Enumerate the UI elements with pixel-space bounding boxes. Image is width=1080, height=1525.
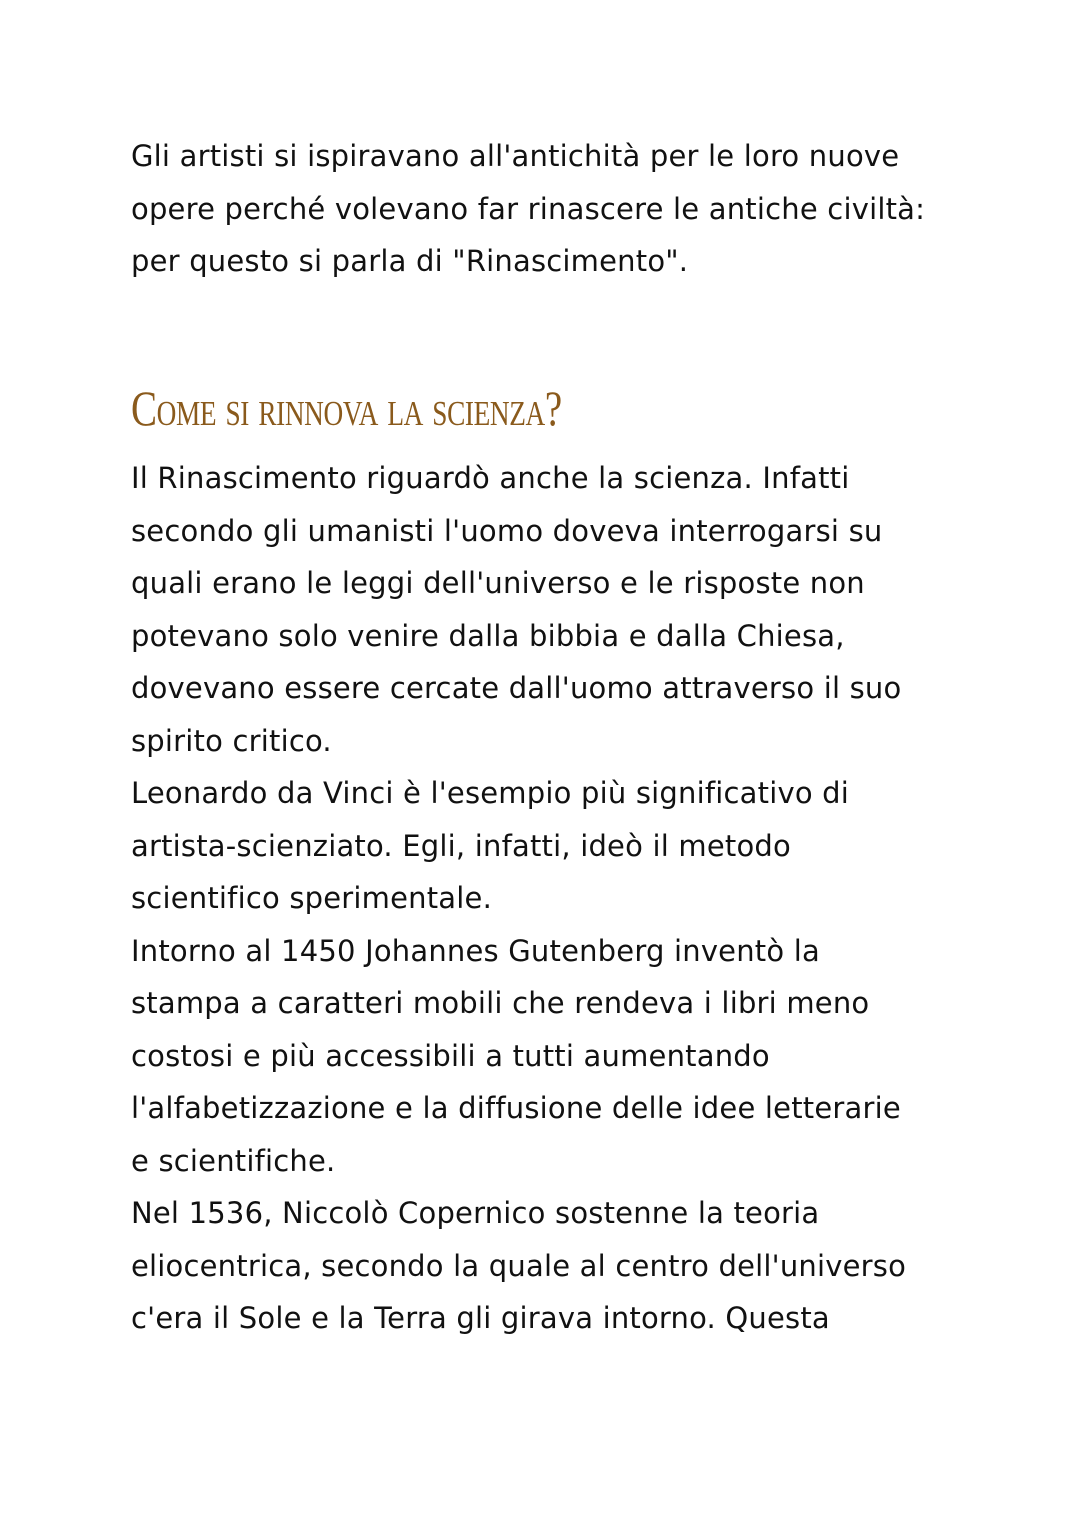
text-line: dovevano essere cercate dall'uomo attraverso il suo [131, 671, 902, 705]
text-line: secondo gli umanisti l'uomo doveva interrogarsi su [131, 513, 883, 548]
text-line: c'era il Sole e la Terra gli girava intorno. Questa [131, 1301, 830, 1335]
science-paragraph [131, 452, 971, 1345]
text-line: Intorno al 1450 Johannes Gutenberg inventò la [131, 933, 820, 968]
text-line: Leonardo da Vinci è l'esempio più significativo di [131, 776, 850, 810]
text-line: spirito critico. [131, 723, 332, 758]
text-line: opere perché volevano far rinascere le antiche civiltà: [131, 191, 926, 226]
text-line: quali erano le leggi dell'universo e le risposte non [131, 566, 865, 600]
text-line: scientifico sperimentale. [131, 881, 493, 915]
text-line: costosi e più accessibili a tutti aumentando [131, 1038, 770, 1073]
text-line: potevano solo venire dalla bibbia e dalla Chiesa, [131, 618, 845, 653]
text-line: eliocentrica, secondo la quale al centro dell'universo [131, 1248, 907, 1283]
section-heading: Come si rinnova la scienza? [131, 380, 562, 436]
text-line: Gli artisti si ispiravano all'antichità per le loro nuove [131, 139, 900, 173]
text-line: e scientifiche. [131, 1143, 336, 1178]
intro-paragraph [131, 130, 971, 288]
text-line: Il Rinascimento riguardò anche la scienza. Infatti [131, 461, 850, 495]
text-line: per questo si parla di "Rinascimento". [131, 244, 689, 278]
text-line: stampa a caratteri mobili che rendeva i libri meno [131, 986, 870, 1020]
text-line: artista-scienziato. Egli, infatti, ideò il metodo [131, 828, 791, 863]
text-line: l'alfabetizzazione e la diffusione delle idee letterarie [131, 1091, 901, 1125]
text-line: Nel 1536, Niccolò Copernico sostenne la teoria [131, 1196, 820, 1230]
